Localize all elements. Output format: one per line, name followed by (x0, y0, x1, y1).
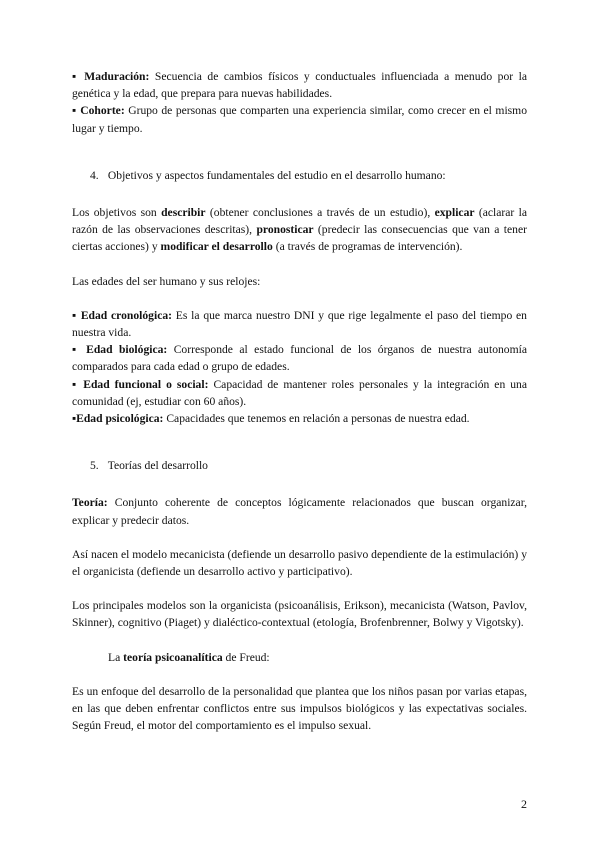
theory-definition: Teoría: Conjunto coherente de conceptos lógicamente relacionados que buscan organizar, explicar y predecir datos. (72, 496, 527, 527)
freud-paragraph: Es un enfoque del desarrollo de la personalidad que plantea que los niños pasan por varias etapas, en las que deben enfrentar conflictos entre sus impulsos biológicos y las expectativas sociales. Según Freud, el motor del comportamiento es el impulso sexual. (72, 684, 527, 733)
page-number: 2 (521, 797, 527, 811)
bullet-maduracion (72, 68, 527, 102)
ages-intro: Las edades del ser humano y sus relojes: (72, 274, 261, 288)
models-list-paragraph: Los principales modelos son la organicista (psicoanálisis, Erikson), mecanicista (Watson, Pavlov, Skinner), cognitivo (Piaget) y dialéctico-contextual (etología, Brofenbrenner, Bolwy y Vigotsky). (72, 599, 527, 630)
bullet-term: Maduración: (84, 70, 150, 83)
section-4-heading (72, 167, 527, 184)
section-number: 5. (90, 459, 99, 473)
bullet-cohorte (72, 102, 527, 136)
objectives-paragraph: Los objetivos son describir (obtener conclusiones a través de un estudio), explicar (aclarar la razón de las observaciones descritas), pronosticar (predecir las consecuencias que van a tener ciertas acciones) y modificar el desarrollo (a través de programas de intervención). (72, 206, 528, 254)
section-number: 4. (90, 168, 99, 182)
age-biologica: ▪ Edad biológica: Corresponde al estado funcional de los órganos de nuestra autonomía comparados para cada edad o grupo de edades. (72, 343, 527, 374)
bullet-marker: ▪ (72, 70, 79, 83)
bullet-text: Secuencia de cambios físicos y conductuales influenciada a menudo por la genética y la edad, que prepara para nuevas habilidades. (72, 70, 527, 101)
section-title: Teorías del desarrollo (107, 459, 208, 473)
section-5-heading (72, 457, 527, 474)
age-funcional: ▪ Edad funcional o social: Capacidad de mantener roles personales y la integración en una comunidad (ej, estudiar con 60 años). (72, 377, 527, 408)
bullet-term: Cohorte: (80, 104, 125, 118)
models-paragraph: Así nacen el modelo mecanicista (defiende un desarrollo pasivo dependiente de la estimulación) y el organicista (defiende un desarrollo activo y participativo). (72, 547, 527, 579)
bullet-marker: ▪ (72, 104, 77, 118)
age-psicologica: ▪Edad psicológica: Capacidades que tenemos en relación a personas de nuestra edad. (72, 412, 470, 426)
freud-heading: La teoría psicoanalítica de Freud: (108, 650, 270, 664)
document-page (72, 68, 527, 734)
bullet-text: Grupo de personas que comparten una experiencia similar, como crecer en el mismo lugar y tiempo. (72, 104, 527, 135)
age-cronologica: ▪ Edad cronológica: Es la que marca nuestro DNI y que rige legalmente el paso del tiempo en nuestra vida. (72, 308, 527, 340)
section-title: Objetivos y aspectos fundamentales del estudio en el desarrollo humano: (107, 168, 446, 182)
